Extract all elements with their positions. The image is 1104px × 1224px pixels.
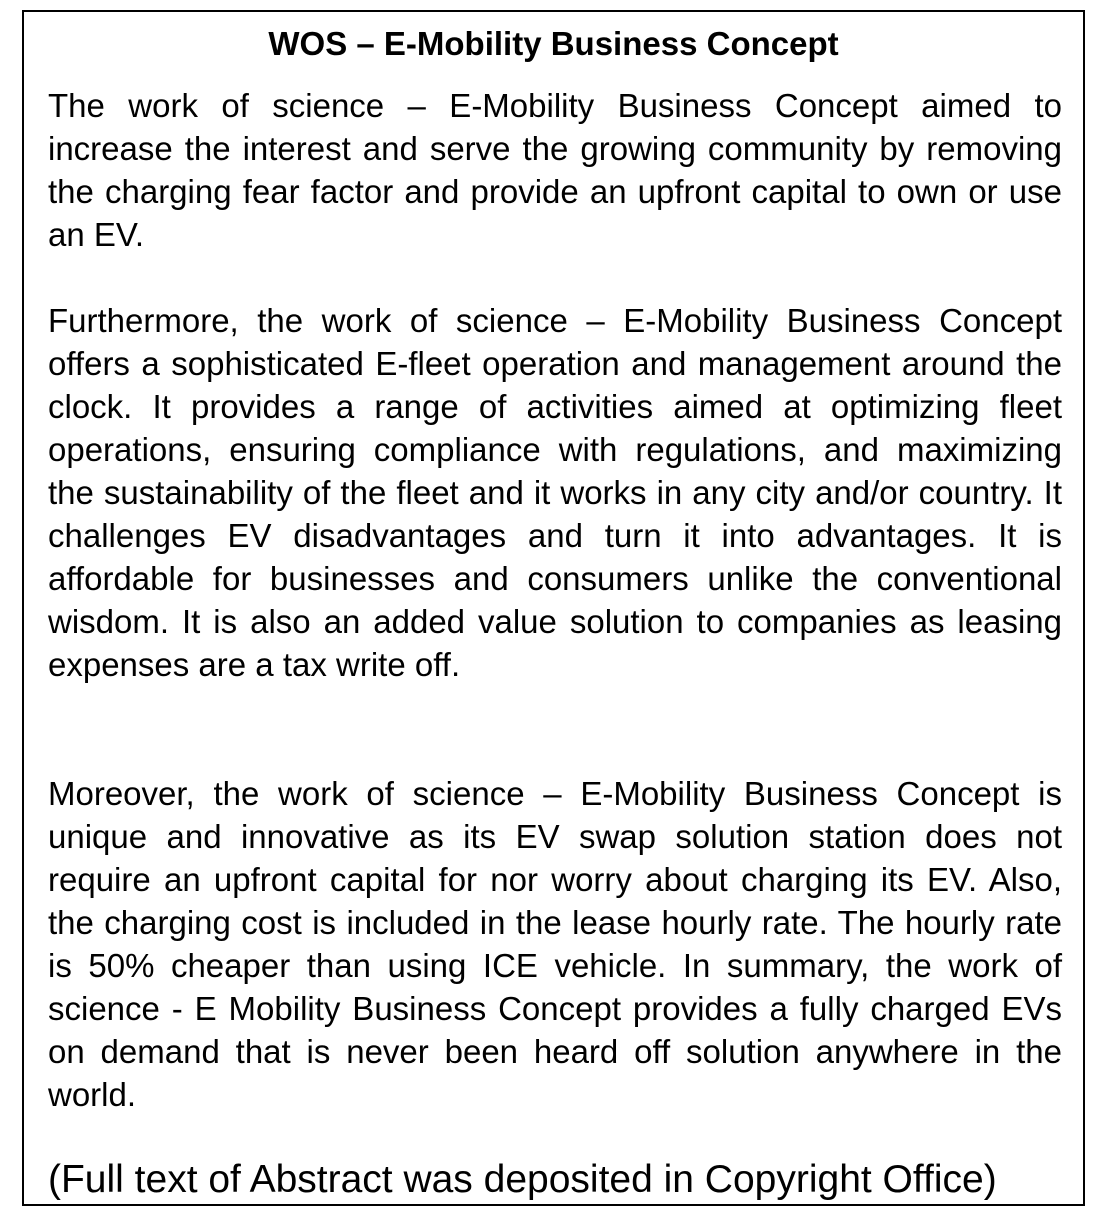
paragraph-summary: Moreover, the work of science – E-Mobility Business Concept is unique and innovative as its EV swap solution station does not require an upfront capital for nor worry about charging its EV. Also, the charging cost is included in the lease hourly rate. The hourly rate is 50% cheaper than using ICE vehicle. In summary, the work of science - E Mobility Business Concept provides a fully charged EVs on demand that is never been heard off solution anywhere in the world. xyxy=(48,775,1062,1113)
copyright-note: (Full text of Abstract was deposited in Copyright Office) xyxy=(48,1158,997,1201)
document-title: WOS – E-Mobility Business Concept xyxy=(268,25,839,62)
paragraph-operations: Furthermore, the work of science – E-Mobility Business Concept offers a sophisticated E-fleet operation and management around the clock. It provides a range of activities aimed at optimizing fleet operations, ensuring compliance with regulations, and maximizing the sustainability of the fleet and it works in any city and/or country. It challenges EV disadvantages and turn it into advantages. It is affordable for businesses and consumers unlike the conventional wisdom. It is also an added value solution to companies as leasing expenses are a tax write off. xyxy=(48,302,1062,683)
paragraph-intro: The work of science – E-Mobility Business Concept aimed to increase the interest and serve the growing community by removing the charging fear factor and provide an upfront capital to own or use an EV. xyxy=(48,87,1062,253)
abstract-box xyxy=(22,10,1085,1206)
